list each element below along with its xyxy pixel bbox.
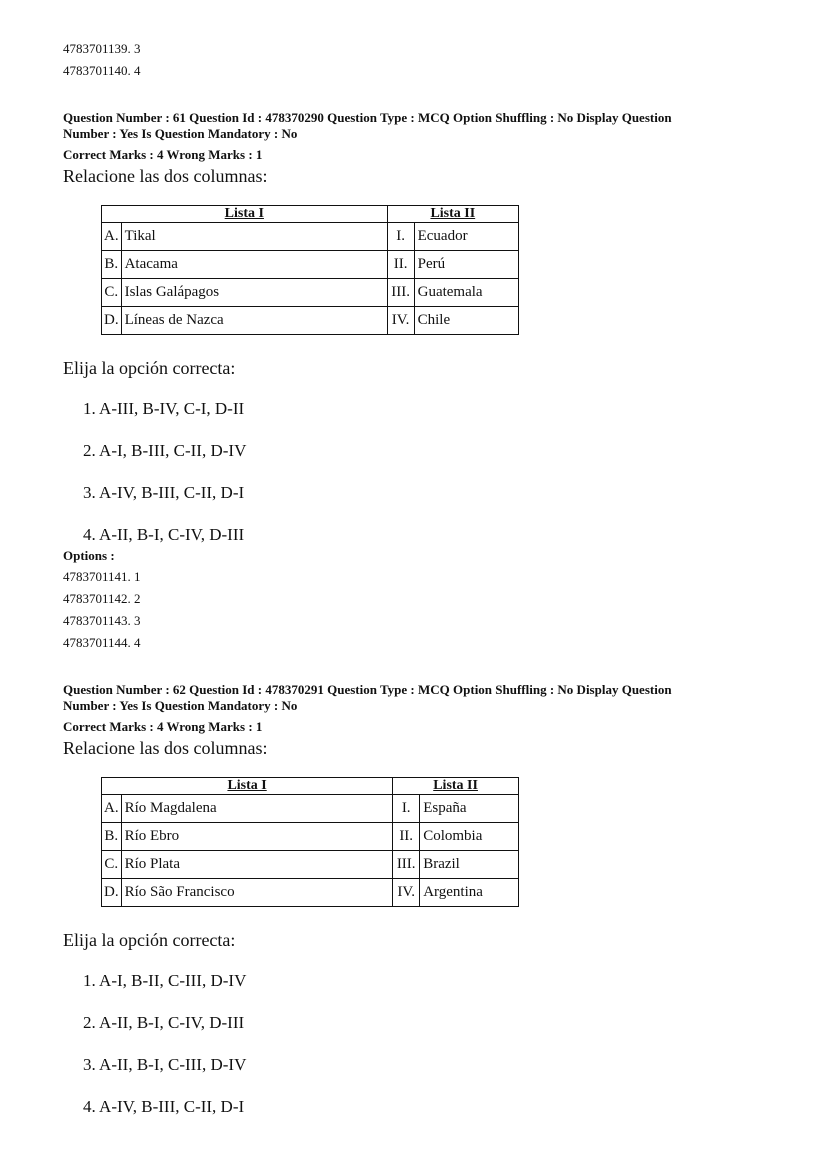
row-item-a: Río Magdalena — [121, 795, 393, 823]
q62-header-line2: Number : Yes Is Question Mandatory : No — [63, 698, 298, 713]
row-item-a: Río Plata — [121, 851, 393, 879]
q61-option-id-1: 4783701141. 1 — [63, 569, 141, 584]
row-item-b: Colombia — [420, 823, 519, 851]
q61-option-id-4: 4783701144. 4 — [63, 635, 141, 650]
row-numeral: IV. — [387, 307, 414, 335]
table-row — [102, 795, 519, 823]
q61-table-head-lista1: Lista I — [102, 206, 388, 223]
row-letter: B. — [102, 823, 122, 851]
row-letter: D. — [102, 307, 122, 335]
q61-choice-3: 3. A-IV, B-III, C-II, D-I — [83, 483, 245, 502]
row-letter: A. — [102, 795, 122, 823]
row-letter: C. — [102, 279, 122, 307]
row-numeral: I. — [393, 795, 420, 823]
q61-header-line2: Number : Yes Is Question Mandatory : No — [63, 126, 298, 141]
table-row — [102, 279, 519, 307]
prev-option-3: 4783701139. 3 — [63, 41, 141, 56]
row-numeral: IV. — [393, 879, 420, 907]
q61-marks: Correct Marks : 4 Wrong Marks : 1 — [63, 147, 263, 162]
row-numeral: III. — [393, 851, 420, 879]
q61-option-id-2: 4783701142. 2 — [63, 591, 141, 606]
row-item-a: Líneas de Nazca — [121, 307, 387, 335]
q61-option-id-3: 4783701143. 3 — [63, 613, 141, 628]
table-row — [102, 823, 519, 851]
table-row — [102, 879, 519, 907]
q61-options-label: Options : — [63, 548, 115, 563]
row-letter: D. — [102, 879, 122, 907]
row-item-a: Tikal — [121, 223, 387, 251]
q61-prompt: Relacione las dos columnas: — [63, 166, 268, 186]
row-numeral: III. — [387, 279, 414, 307]
q62-instruction: Elija la opción correcta: — [63, 930, 236, 950]
row-letter: B. — [102, 251, 122, 279]
row-item-a: Atacama — [121, 251, 387, 279]
q62-choice-1: 1. A-I, B-II, C-III, D-IV — [83, 971, 247, 990]
table-row — [102, 251, 519, 279]
q61-choice-2: 2. A-I, B-III, C-II, D-IV — [83, 441, 247, 460]
table-row — [102, 851, 519, 879]
q61-choice-1: 1. A-III, B-IV, C-I, D-II — [83, 399, 245, 418]
table-row — [102, 307, 519, 335]
row-item-b: Chile — [414, 307, 518, 335]
row-item-a: Islas Galápagos — [121, 279, 387, 307]
q62-match-table — [101, 777, 519, 907]
prev-option-4: 4783701140. 4 — [63, 63, 141, 78]
q62-prompt: Relacione las dos columnas: — [63, 738, 268, 758]
row-numeral: I. — [387, 223, 414, 251]
q62-table-head-lista1: Lista I — [102, 778, 393, 795]
row-numeral: II. — [387, 251, 414, 279]
q61-choice-4: 4. A-II, B-I, C-IV, D-III — [83, 525, 245, 544]
q62-marks: Correct Marks : 4 Wrong Marks : 1 — [63, 719, 263, 734]
row-item-b: España — [420, 795, 519, 823]
row-item-b: Argentina — [420, 879, 519, 907]
q62-table-head-lista2: Lista II — [393, 778, 519, 795]
q62-choice-4: 4. A-IV, B-III, C-II, D-I — [83, 1097, 245, 1116]
q62-header-line1: Question Number : 62 Question Id : 478370291 Question Type : MCQ Option Shuffling : No Display Question — [63, 682, 672, 697]
row-numeral: II. — [393, 823, 420, 851]
row-item-b: Guatemala — [414, 279, 518, 307]
row-letter: C. — [102, 851, 122, 879]
row-item-a: Río Ebro — [121, 823, 393, 851]
row-item-b: Ecuador — [414, 223, 518, 251]
row-letter: A. — [102, 223, 122, 251]
q61-match-table — [101, 205, 519, 335]
table-row — [102, 223, 519, 251]
row-item-a: Río São Francisco — [121, 879, 393, 907]
row-item-b: Perú — [414, 251, 518, 279]
q61-table-head-lista2: Lista II — [387, 206, 518, 223]
q61-header-line1: Question Number : 61 Question Id : 478370290 Question Type : MCQ Option Shuffling : No Display Question — [63, 110, 672, 125]
q62-choice-3: 3. A-II, B-I, C-III, D-IV — [83, 1055, 247, 1074]
q62-choice-2: 2. A-II, B-I, C-IV, D-III — [83, 1013, 245, 1032]
row-item-b: Brazil — [420, 851, 519, 879]
q61-instruction: Elija la opción correcta: — [63, 358, 236, 378]
